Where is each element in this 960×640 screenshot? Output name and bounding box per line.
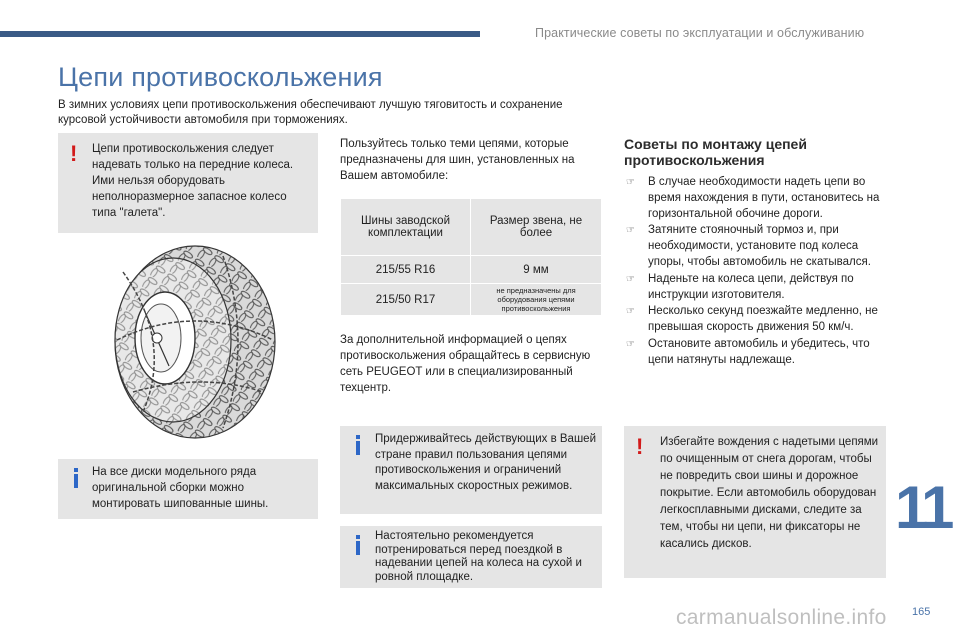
tire-with-snow-chain-illustration xyxy=(103,242,277,442)
warning-exclamation-icon: ! xyxy=(70,141,78,166)
usage-paragraph: Пользуйтесь только теми цепями, которые предназначены для шин, установленных на Вашем автомобиле: xyxy=(340,138,575,182)
list-item: ☞ Остановите автомобиль и убедитесь, что цепи натянуты надлежаще. xyxy=(626,337,870,366)
mounting-tips-title: Советы по монтажу цепей противоскольжения xyxy=(624,136,807,168)
list-item: ☞ Затяните стояночный тормоз и, при необходимости, установите под колеса упоры, чтобы автомобиль не скатывался. xyxy=(626,224,871,268)
header-accent-bar xyxy=(0,31,480,37)
front-wheels-warning-text: Цепи противоскольжения следует надевать только на передние колеса. Ими нельзя оборудовать неполноразмерное запасное колесо типа "галета". xyxy=(92,143,294,219)
studded-tires-info-box xyxy=(58,459,318,519)
mounting-tips-list xyxy=(624,175,894,370)
list-item: ☞ В случае необходимости надеть цепи во время нахождения в пути, остановитесь на горизонтальной обочине дороги. xyxy=(626,176,880,220)
front-wheels-warning-box xyxy=(58,133,318,233)
table-cell-tire-size: 215/50 R17 xyxy=(341,284,471,316)
table-header-link-size: Размер звена, не более xyxy=(471,199,602,256)
list-item: ☞ Наденьте на колеса цепи, действуя по инструкции изготовителя. xyxy=(626,272,854,301)
rules-info-box xyxy=(340,426,602,514)
warning-exclamation-icon: ! xyxy=(636,434,644,459)
list-item: ☞ Несколько секунд поезжайте медленно, не превышая скорость движения 50 км/ч. xyxy=(626,305,878,334)
intro-paragraph: В зимних условиях цепи противоскольжения обеспечивают лучшую тяговитость и сохранение курсовой устойчивости автомобиля при торможениях. xyxy=(58,99,563,126)
table-row xyxy=(341,256,602,284)
page-number: 165 xyxy=(912,606,931,618)
info-icon xyxy=(356,535,360,555)
rules-info-text: Придерживайтесь действующих в Вашей стране правил пользования цепями противоскольжения и ограничений максимальных скоростных режимов. xyxy=(375,433,596,492)
info-icon xyxy=(356,435,360,455)
table-cell-link-size: 9 мм xyxy=(471,256,602,284)
studded-tires-info-text: На все диски модельного ряда оригинальной сборки можно монтировать шипованные шины. xyxy=(92,466,269,510)
watermark: carmanualsonline.info xyxy=(676,606,887,629)
page-title: Цепи противоскольжения xyxy=(58,62,383,92)
table-cell-link-size: не предназначены для оборудования цепями противоскольжения xyxy=(471,284,602,316)
chapter-number: 11 xyxy=(895,474,951,541)
practice-info-text: Настоятельно рекомендуется потренироваться перед поездкой в надевании цепей на колеса на сухой и ровной площадке. xyxy=(375,530,582,583)
bullet-icon: ☞ xyxy=(626,306,635,318)
table-row xyxy=(341,284,602,316)
bullet-icon: ☞ xyxy=(626,338,635,350)
bullet-icon: ☞ xyxy=(626,177,635,188)
practice-info-box xyxy=(340,526,602,588)
alloy-wheels-warning-text: Избегайте вождения с надетыми цепями по очищенным от снега дорогам, чтобы не повредить свои шины и дорожное покрытие. Если автомобиль оборудован легкосплавными дисками, следите за тем, чтобы ни цепи, ни фиксаторы не касались дисков. xyxy=(660,436,879,550)
table-cell-tire-size: 215/55 R16 xyxy=(341,256,471,284)
contact-paragraph: За дополнительной информацией о цепях противоскольжения обращайтесь в сервисную сеть PEUGEOT или в специализированный техцентр. xyxy=(340,334,591,394)
table-header-tires: Шины заводской комплектации xyxy=(341,199,471,256)
bullet-icon: ☞ xyxy=(626,225,635,237)
chain-size-table xyxy=(340,198,602,316)
bullet-icon: ☞ xyxy=(626,273,635,285)
section-title: Практические советы по эксплуатации и обслуживанию xyxy=(535,26,865,40)
alloy-wheels-warning-box xyxy=(624,426,886,578)
info-icon xyxy=(74,468,78,488)
